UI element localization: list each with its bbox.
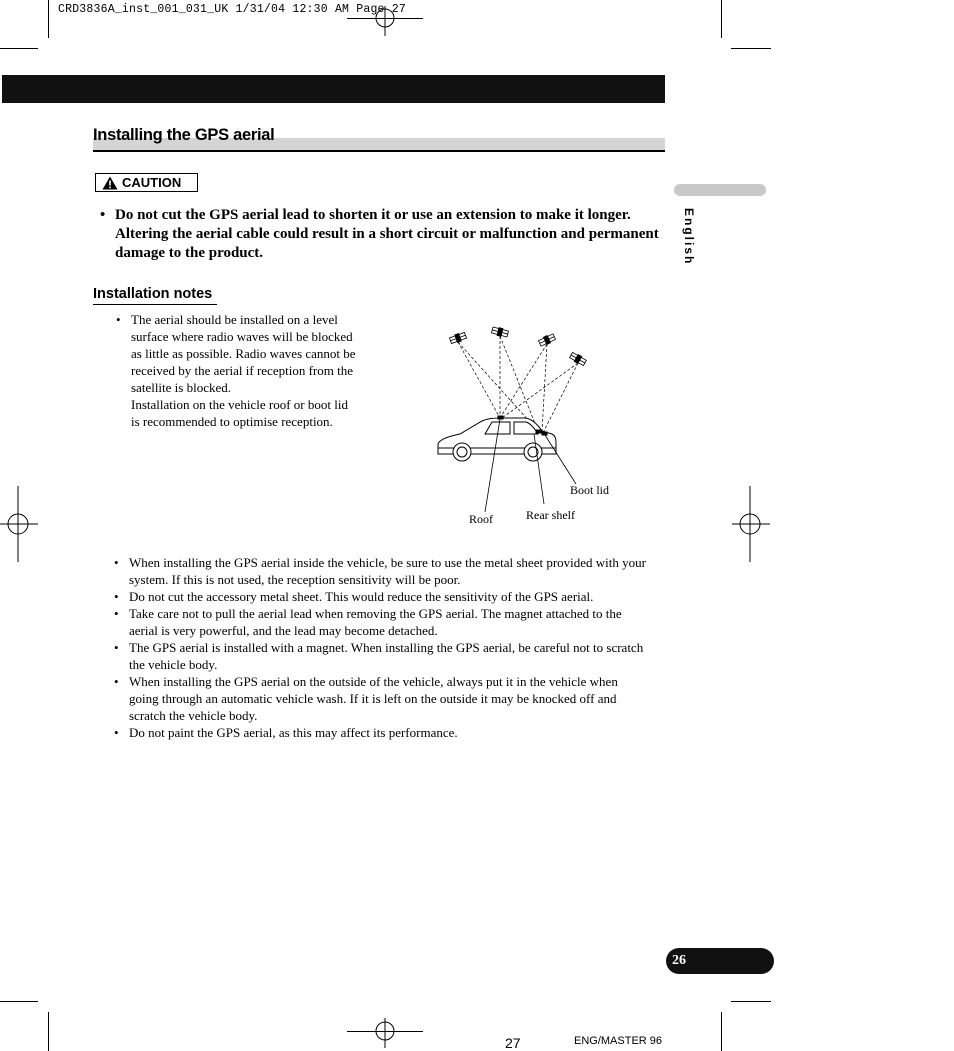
- section-title: Installing the GPS aerial: [93, 126, 275, 144]
- warning-triangle-icon: [102, 176, 118, 190]
- installation-note-item: [116, 311, 356, 430]
- notes-list: [114, 554, 649, 741]
- roof-label: Roof: [469, 512, 493, 526]
- gps-aerial-diagram: [430, 318, 660, 538]
- caution-label: CAUTION: [122, 175, 182, 190]
- installation-notes-title: Installation notes: [93, 286, 213, 302]
- section-page-number: 26: [666, 948, 774, 974]
- caution-warning: [100, 206, 660, 263]
- list-item: • When installing the GPS aerial on the outside of the vehicle, always put it in the vehicle when going through an automatic vehicle wash. If it is left on the outside it may be knocked off and scratch the vehicle body.: [114, 674, 618, 723]
- registration-mark-right: [730, 486, 770, 562]
- list-item: • When installing the GPS aerial inside the vehicle, be sure to use the metal sheet provided with your system. If this is not used, the reception sensitivity will be poor.: [114, 555, 646, 587]
- installation-notes-rule: [93, 304, 217, 305]
- registration-mark-top: [373, 6, 397, 36]
- bullet: •: [116, 312, 121, 327]
- caution-text: Do not cut the GPS aerial lead to shorten it or use an extension to make it longer. Altering the aerial cable could result in a short circuit or malfunction and permanent damage to the product.: [115, 207, 659, 261]
- list-item: • Do not paint the GPS aerial, as this may affect its performance.: [114, 725, 458, 740]
- registration-mark-bottom: [373, 1018, 397, 1048]
- rear-shelf-label: Rear shelf: [526, 508, 575, 522]
- section-title-rule: [93, 150, 665, 152]
- header-band: [2, 75, 665, 103]
- list-item: • The GPS aerial is installed with a magnet. When installing the GPS aerial, be careful not to scratch the vehicle body.: [114, 640, 644, 672]
- folio-number: 27: [505, 1035, 521, 1051]
- car-satellite-illustration: [430, 318, 660, 533]
- satellite-icon: [569, 352, 587, 367]
- language-tab: [674, 184, 766, 196]
- bullet: •: [100, 207, 106, 223]
- list-item: • Do not cut the accessory metal sheet. This would reduce the sensitivity of the GPS aerial.: [114, 589, 594, 604]
- boot-lid-label: Boot lid: [570, 483, 610, 497]
- list-item: • Take care not to pull the aerial lead when removing the GPS aerial. The magnet attached to the aerial is very powerful, and the lead may become detached.: [114, 606, 622, 638]
- language-label: English: [682, 208, 696, 266]
- caution-box: [95, 173, 198, 192]
- master-label: ENG/MASTER 96: [574, 1035, 663, 1047]
- installation-note-para2: Installation on the vehicle roof or boot lid is recommended to optimise reception.: [131, 397, 348, 429]
- registration-mark-left: [0, 486, 40, 562]
- signal-lines: [458, 336, 578, 431]
- installation-note-para1: The aerial should be installed on a level surface where radio waves will be blocked as little as possible. Radio waves cannot be received by the aerial if reception from the satellite is blocked.: [131, 312, 356, 395]
- print-slug: CRD3836A_inst_001_031_UK 1/31/04 12:30 AM Page 27: [58, 3, 406, 16]
